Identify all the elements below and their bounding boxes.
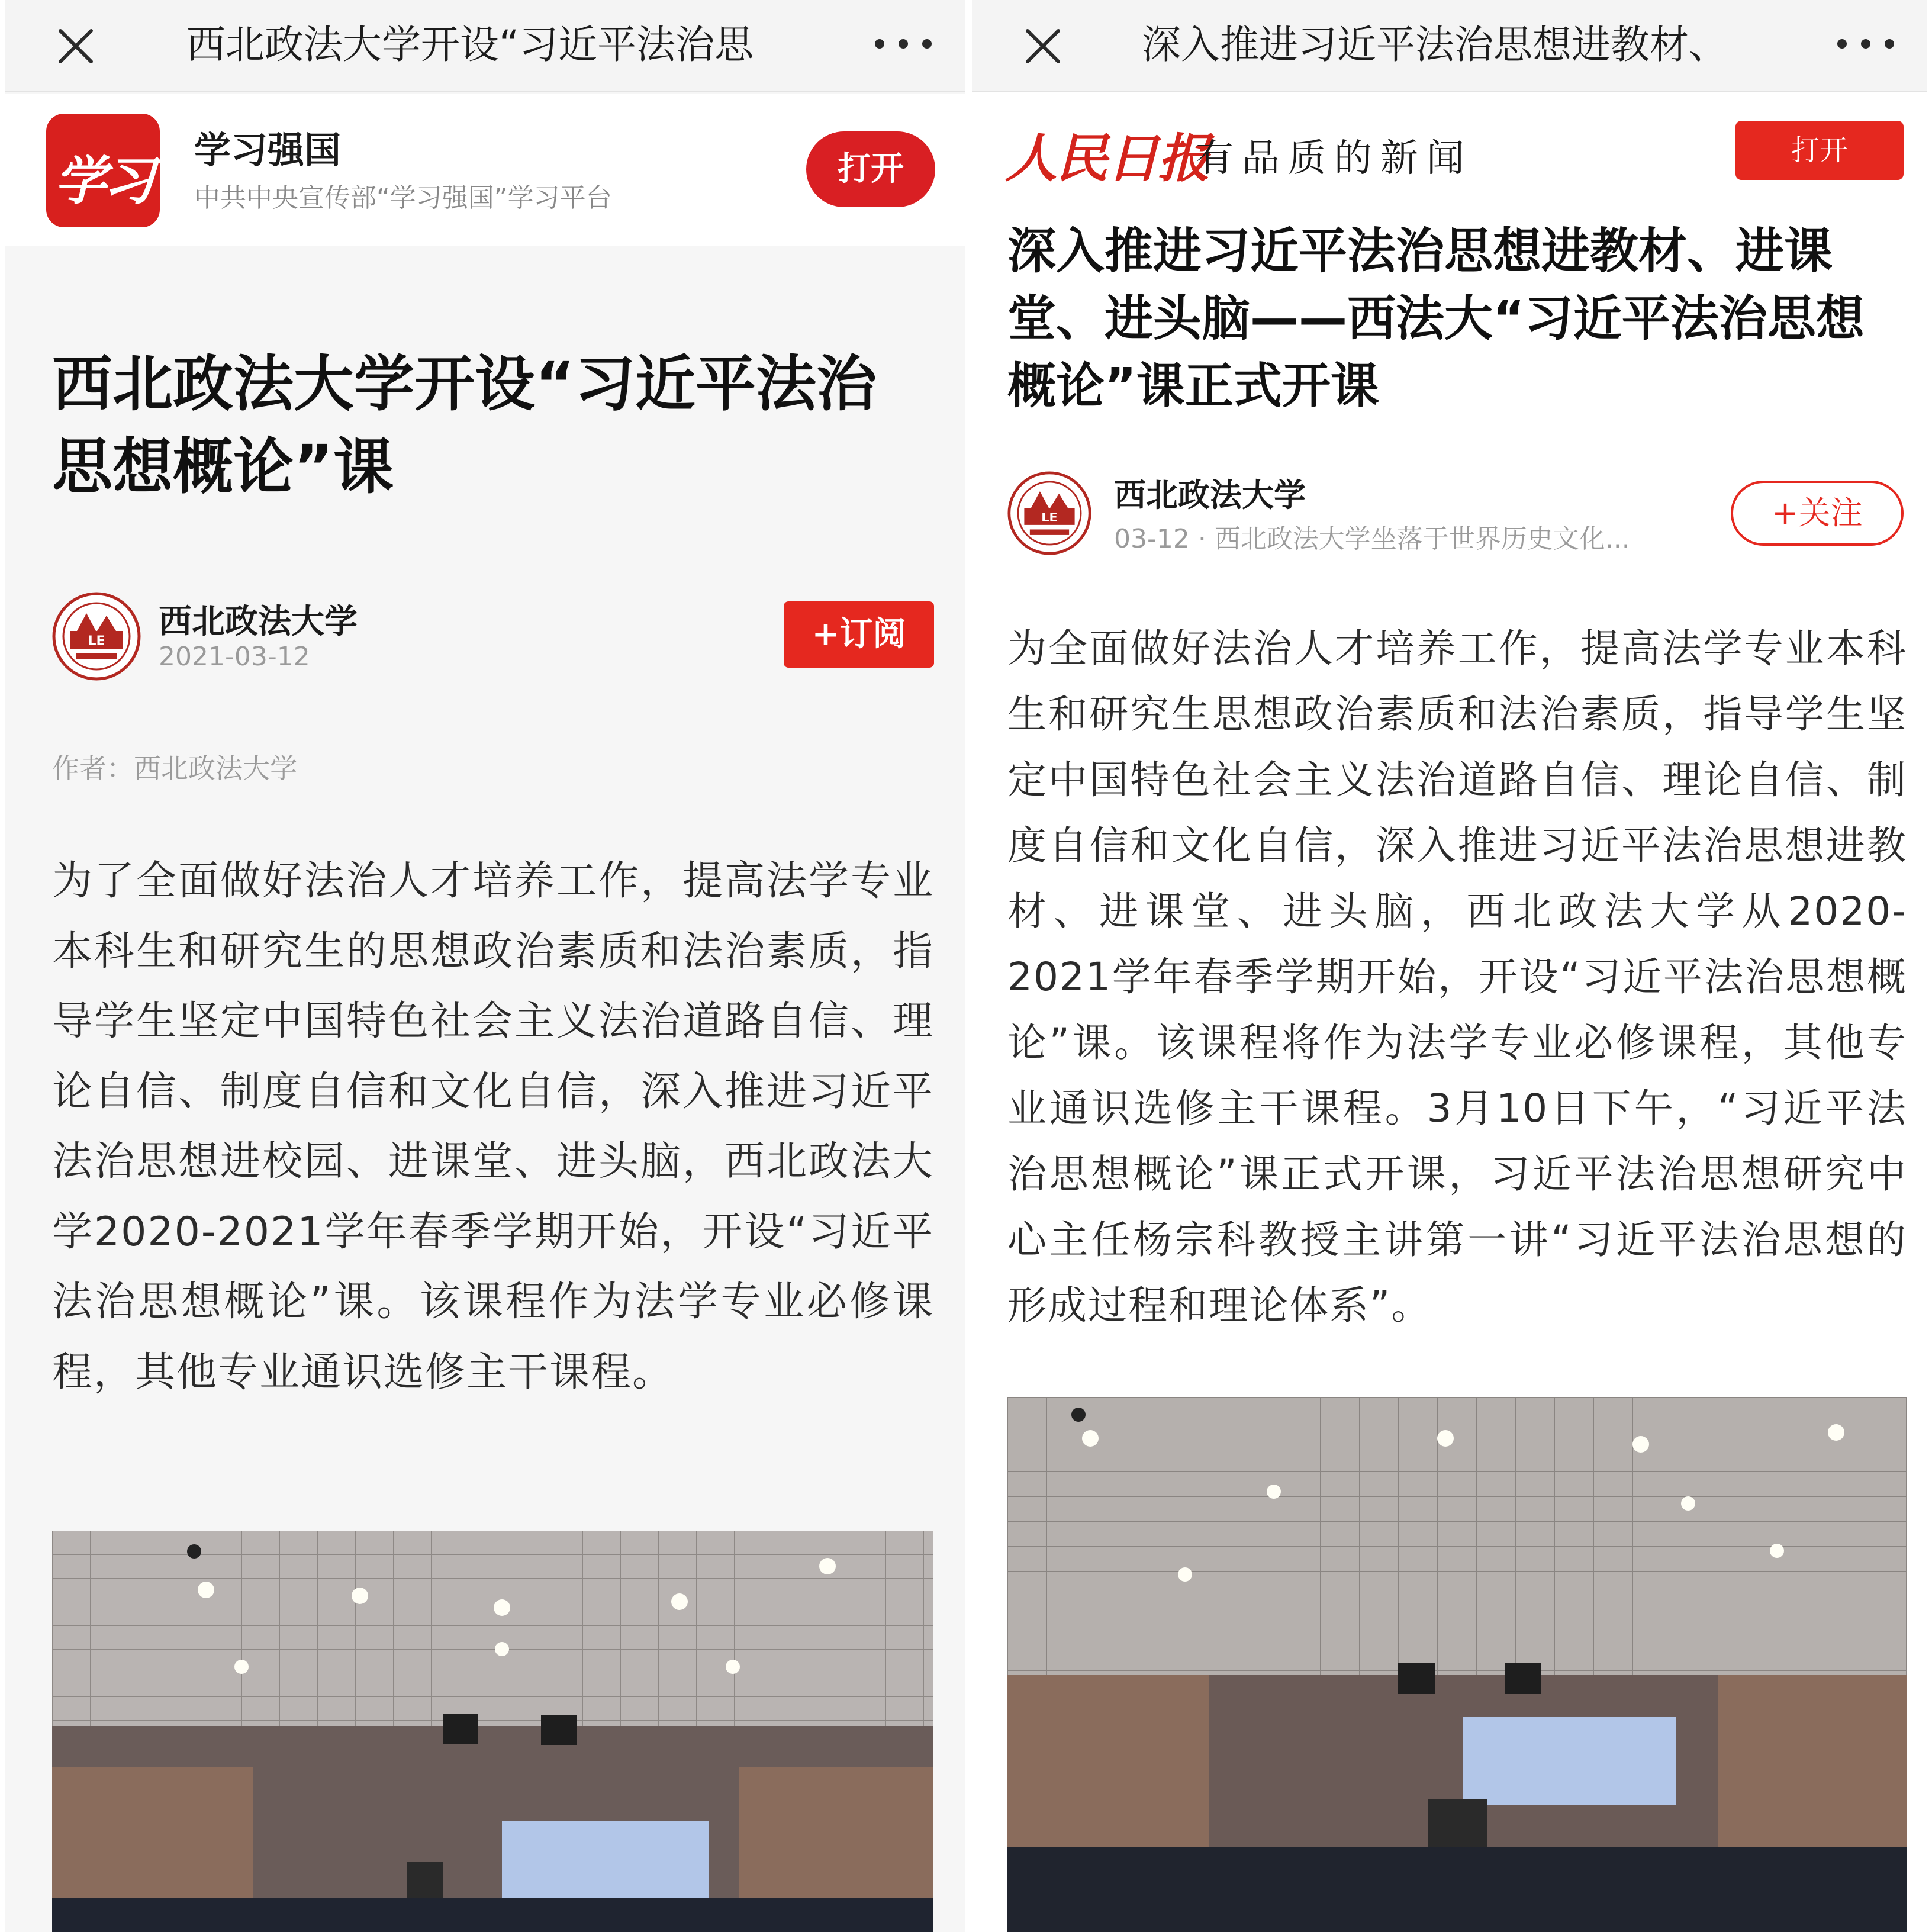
right-top-bar <box>972 0 1927 92</box>
app-name: 学习强国 <box>194 128 342 172</box>
left-top-bar <box>5 0 965 92</box>
author-name[interactable]: 西北政法大学 <box>1114 476 1306 514</box>
publish-date: 2021-03-12 <box>159 642 310 672</box>
lecture-hall-photo <box>1007 1397 1907 1932</box>
close-icon[interactable] <box>52 22 99 70</box>
author-row <box>1007 469 1904 558</box>
lecture-hall-photo <box>52 1531 933 1932</box>
follow-button[interactable]: +关注 <box>1731 481 1904 546</box>
more-icon[interactable] <box>1834 34 1899 52</box>
brand-logo: 人民日报 <box>1005 127 1209 189</box>
author-name[interactable]: 西北政法大学 <box>159 603 358 641</box>
app-download-banner <box>5 94 965 246</box>
app-description: 中共中央宣传部“学习强国”学习平台 <box>194 183 612 213</box>
right-article-screen <box>972 0 1927 1932</box>
article-title: 深入推进习近平法治思想进教材、进课堂、进头脑——西法大“习近平法治思想概论”课正式开课 <box>1007 223 1865 414</box>
left-article-screen <box>5 0 965 1932</box>
article-title: 西北政法大学开设“习近平法治思想概论”课 <box>52 349 877 503</box>
page-title: 深入推进习近平法治思想进教材、 <box>1142 22 1728 67</box>
page-title: 西北政法大学开设“习近平法治思 <box>186 22 754 67</box>
close-icon[interactable] <box>1019 22 1067 70</box>
subscribe-button[interactable]: +订阅 <box>784 601 934 668</box>
svg-text:LE: LE <box>1041 510 1058 525</box>
article-body: 为了全面做好法治人才培养工作，提高法学专业本科生和研究生的思想政治素质和法治素质，指导学生坚定中国特色社会主义法治道路自信、理论自信、制度自信和文化自信，深入推进习近平法治思想进校园、进课堂、进头脑，西北政法大学2020-2021学年春季学期开始，开设“习近平法治思想概论”课。该课程作为法学专业必修课程，其他专业通识选修主干课程。 <box>52 858 934 1396</box>
app-logo-text: 学习 <box>54 150 152 211</box>
open-app-button[interactable]: 打开 <box>1735 121 1904 180</box>
university-emblem-icon[interactable] <box>1007 471 1091 555</box>
brand-slogan: 有品质的新闻 <box>1196 137 1473 181</box>
app-logo <box>46 114 160 227</box>
university-emblem-icon[interactable] <box>52 592 141 681</box>
author-credit: 作者：西北政法大学 <box>52 752 297 784</box>
author-row <box>52 592 934 681</box>
article-body: 为全面做好法治人才培养工作，提高法学专业本科生和研究生思想政治素质和法治素质，指导学生坚定中国特色社会主义法治道路自信、理论自信、制度自信和文化自信，深入推进习近平法治思想进教材、进课堂、进头脑，西北政法大学从2020-2021学年春季学期开始，开设“习近平法治思想概论”课。该课程将作为法学专业必修课程，其他专业通识选修主干课程。3月10日下午，“习近平法治思想概论”课正式开课，习近平法治思想研究中心主任杨宗科教授主讲第一讲“习近平法治思想的形成过程和理论体系”。 <box>1007 626 1907 1328</box>
svg-text:LE: LE <box>88 634 105 649</box>
more-icon[interactable] <box>871 34 936 52</box>
open-app-button[interactable]: 打开 <box>806 131 935 207</box>
author-meta: 03-12 · 西北政法大学坐落于世界历史文化... <box>1114 524 1630 554</box>
